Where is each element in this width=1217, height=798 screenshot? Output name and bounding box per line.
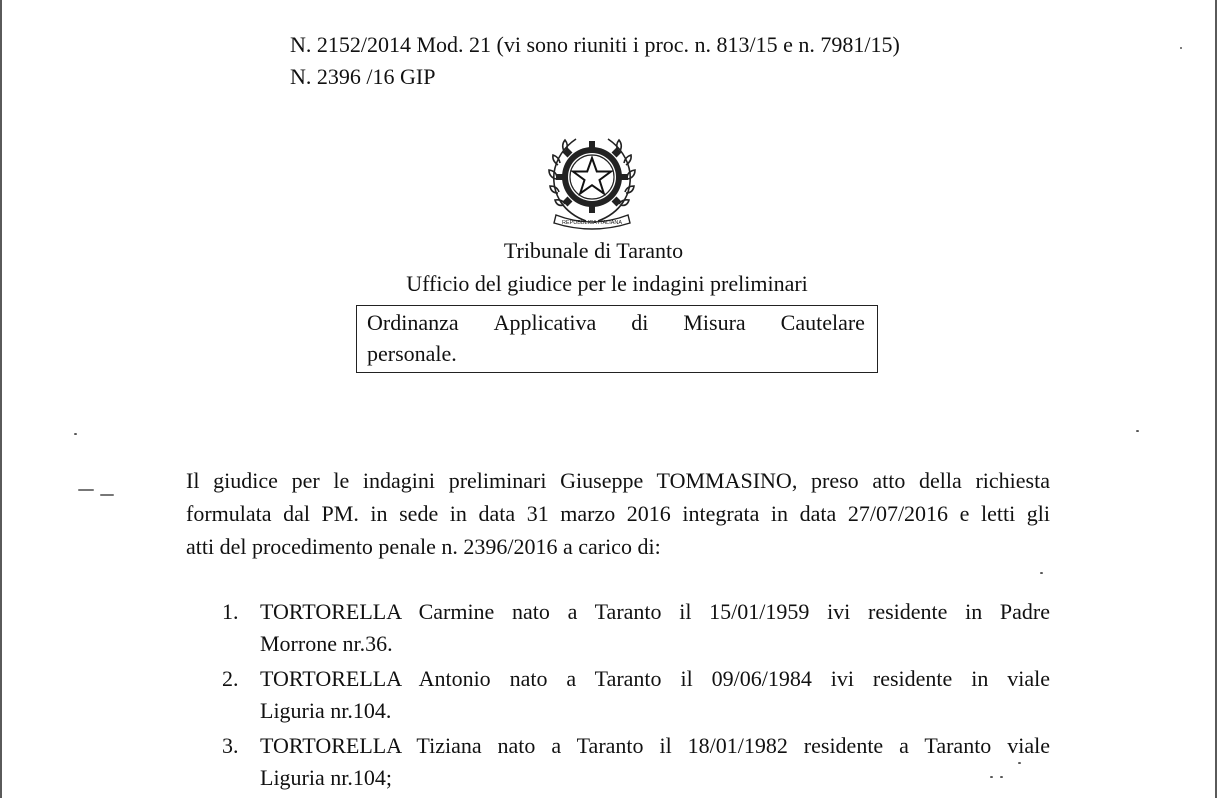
scan-speck bbox=[1000, 776, 1003, 778]
scan-speck bbox=[100, 494, 114, 496]
order-word: Applicativa bbox=[493, 310, 597, 335]
court-name: Tribunale di Taranto bbox=[503, 238, 684, 263]
intro-line: atti del procedimento penale n. 2396/2016 a carico di: bbox=[186, 534, 661, 559]
scan-speck bbox=[990, 776, 993, 778]
defendant-number: 2. bbox=[222, 666, 239, 691]
scan-speck bbox=[1180, 47, 1182, 49]
defendant-line: TORTORELLA Antonio nato a Taranto il 09/06/1984 ivi residente in viale bbox=[260, 666, 1050, 691]
defendant-number: 1. bbox=[222, 599, 239, 624]
defendant-line: Morrone nr.36. bbox=[260, 631, 393, 656]
defendant-line: Liguria nr.104. bbox=[260, 698, 392, 723]
order-title-line1 bbox=[367, 308, 865, 338]
case-number-line: N. 2152/2014 Mod. 21 (vi sono riuniti i proc. n. 813/15 e n. 7981/15) bbox=[290, 32, 900, 57]
intro-line: Il giudice per le indagini preliminari Giuseppe TOMMASINO, preso atto della richiesta bbox=[186, 468, 1050, 493]
scan-speck bbox=[78, 489, 94, 491]
order-title-box bbox=[356, 305, 878, 373]
order-word: di bbox=[631, 310, 649, 335]
scan-speck bbox=[74, 433, 77, 435]
order-word: Cautelare bbox=[780, 310, 865, 335]
office-name: Ufficio del giudice per le indagini preliminari bbox=[406, 271, 808, 296]
scan-speck bbox=[1018, 762, 1021, 764]
order-word: Misura bbox=[683, 310, 746, 335]
defendant-number: 3. bbox=[222, 733, 239, 758]
scan-speck bbox=[1136, 430, 1139, 432]
order-word: Ordinanza bbox=[367, 310, 459, 335]
italian-republic-emblem-icon bbox=[546, 125, 638, 231]
order-title-line2: personale. bbox=[367, 341, 457, 366]
emblem-ribbon-text: REPUBBLICA ITALIANA bbox=[561, 220, 623, 226]
defendant-line: Liguria nr.104; bbox=[260, 765, 392, 790]
defendant-line: TORTORELLA Tiziana nato a Taranto il 18/01/1982 residente a Taranto viale bbox=[260, 733, 1050, 758]
defendant-line: TORTORELLA Carmine nato a Taranto il 15/01/1959 ivi residente in Padre bbox=[260, 599, 1050, 624]
intro-line: formulata dal PM. in sede in data 31 marzo 2016 integrata in data 27/07/2016 e letti gli bbox=[186, 501, 1050, 526]
scan-speck bbox=[1040, 572, 1043, 574]
gip-number-line: N. 2396 /16 GIP bbox=[290, 64, 436, 89]
